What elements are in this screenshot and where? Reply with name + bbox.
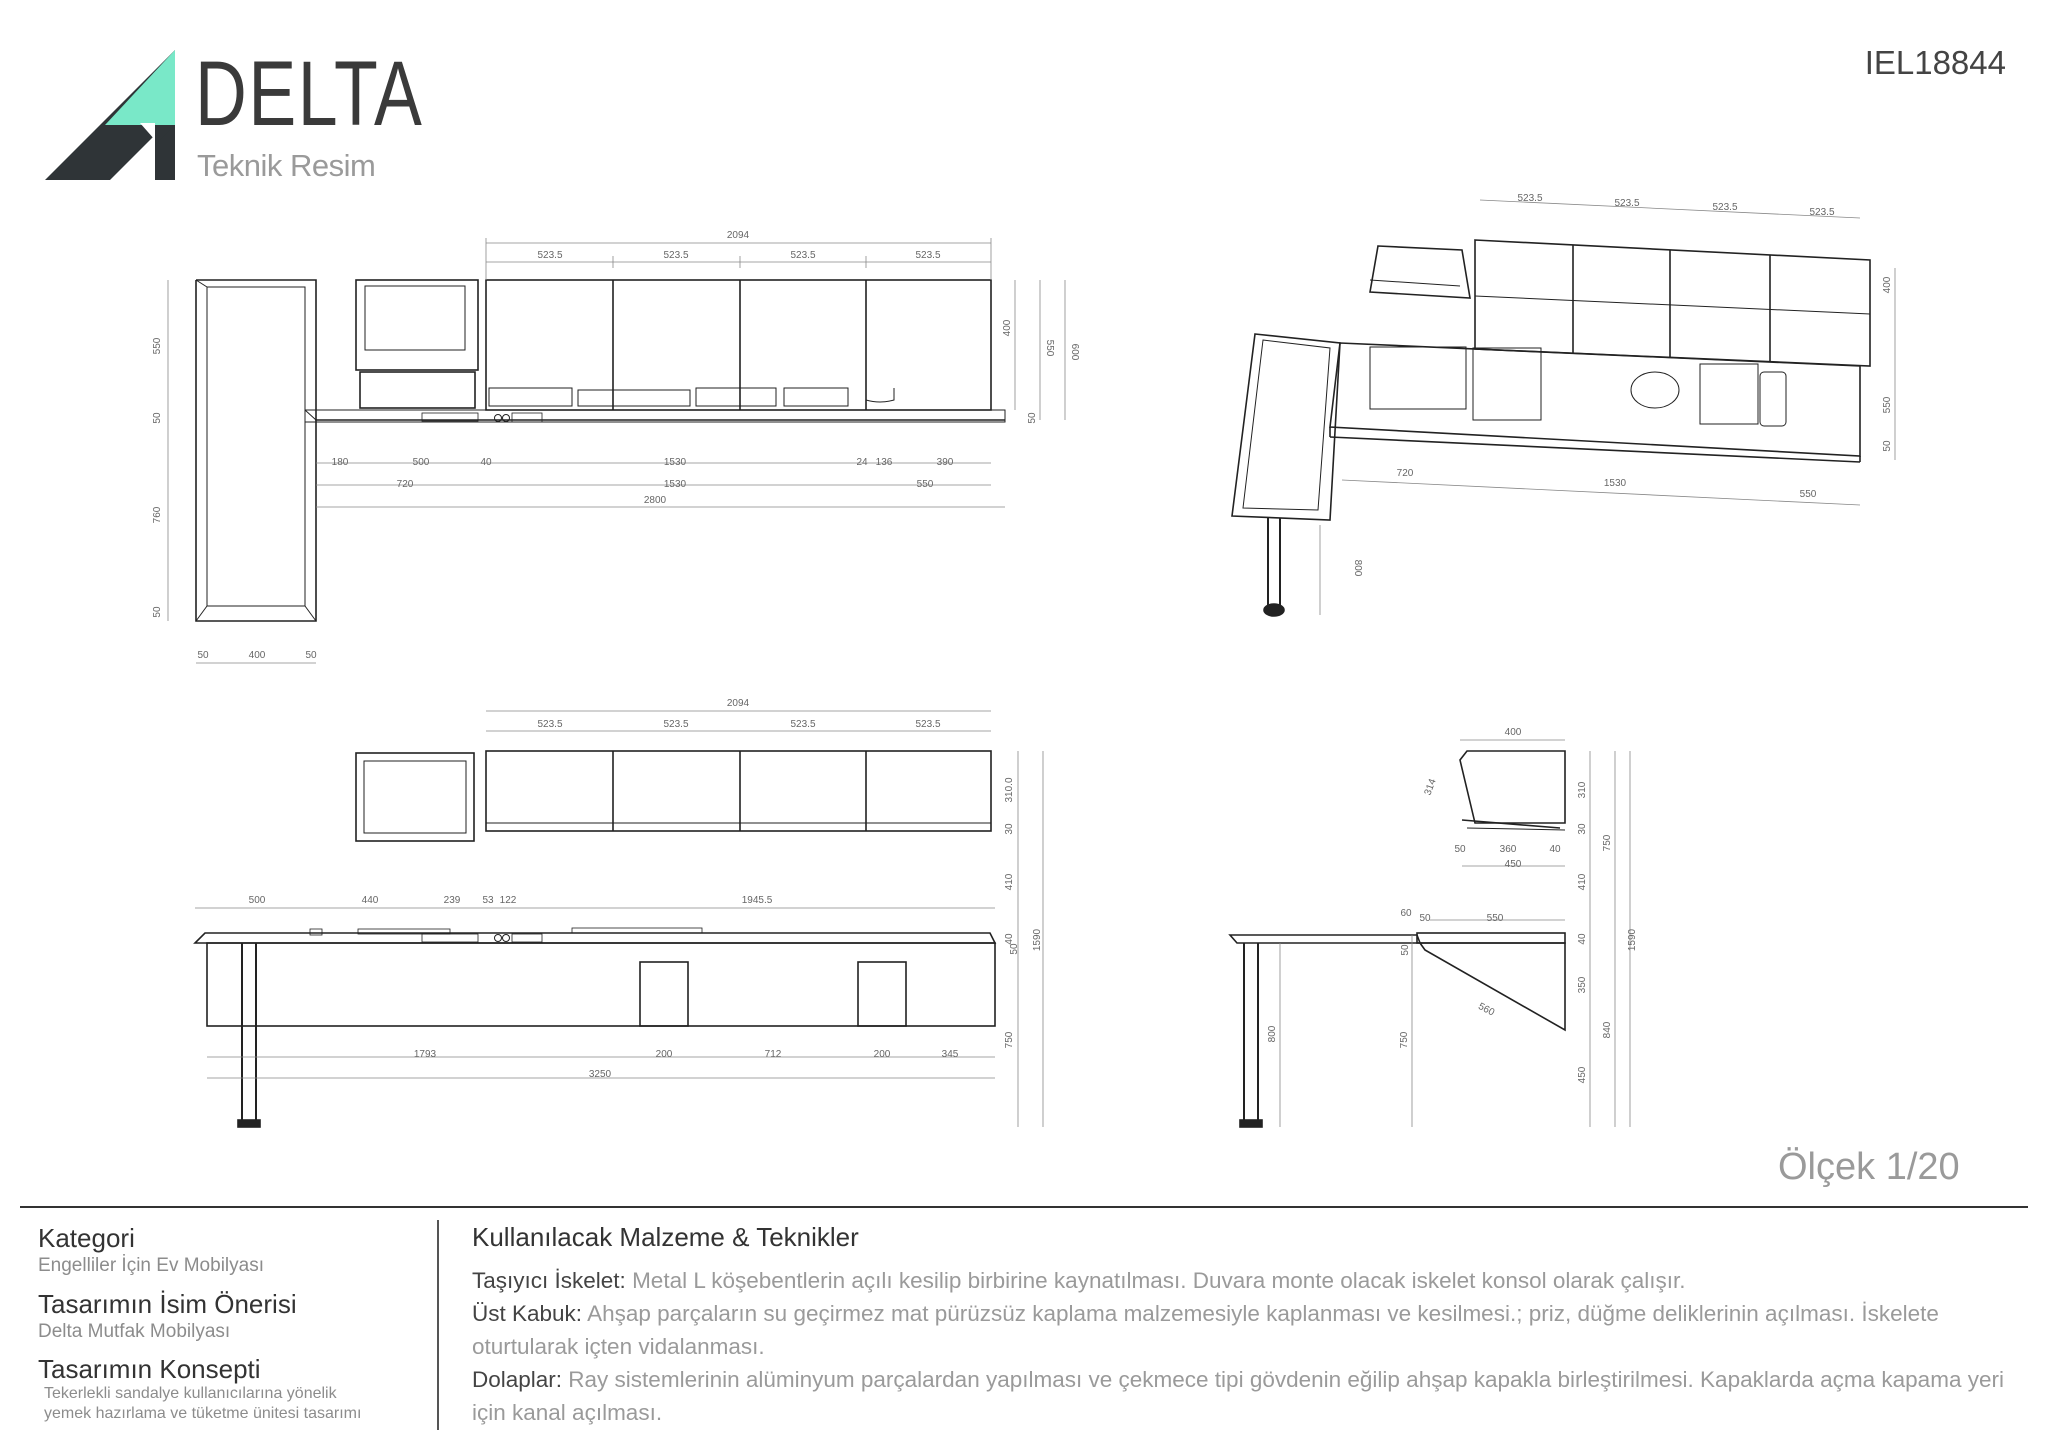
plan-dim: 50 [1027,412,1038,424]
iso-dim: 400 [1882,276,1893,294]
material-item [472,1264,2012,1297]
front-dim: 500 [248,895,266,906]
name-value: Delta Mutfak Mobilyası [38,1321,231,1342]
side-dim: 314 [1422,777,1439,797]
front-dim: 523.5 [790,719,816,730]
document-code: IEL18844 [1864,44,2006,81]
iso-dim: 523.5 [1614,198,1640,209]
iso-dim: 523.5 [1517,193,1543,204]
front-dim: 53 [482,895,494,906]
front-dim: 200 [873,1049,891,1060]
side-dim: 840 [1602,1021,1613,1039]
plan-dim: 40 [480,457,492,468]
iso-dim: 523.5 [1712,202,1738,213]
side-dim: 50 [1400,944,1411,956]
front-dim: 440 [361,895,379,906]
iso-dim: 523.5 [1809,207,1835,218]
side-dim: 50 [1454,844,1466,855]
concept-line-1: Tekerlekli sandalye kullanıcılarına yönelik [44,1385,337,1402]
side-dim: 360 [1499,844,1517,855]
plan-dim: 550 [152,337,163,355]
iso-dim: 550 [1882,396,1893,414]
plan-dim: 400 [1002,319,1013,337]
front-dim: 122 [499,895,517,906]
plan-dim: 550 [916,479,934,490]
plan-dim: 1530 [663,479,687,490]
plan-dim: 50 [152,606,163,618]
brand-subtitle: Teknik Resim [197,148,376,183]
plan-dim: 523.5 [663,250,689,261]
plan-view [196,280,1005,621]
plan-dim: 50 [197,650,209,661]
front-dim: 310.0 [1004,777,1015,803]
plan-dim: 550 [1044,339,1055,357]
dimension-labels [152,193,1893,1083]
iso-dim: 550 [1799,489,1817,500]
material-text: Ray sistemlerinin alüminyum parçalardan yapılması ve çekmece tipi gövdenin eğilip ahşap kapakla birleştirilmesi. Kapaklarda açma kapama yeri için kanal açılması. [472,1367,2004,1425]
plan-dim: 400 [248,650,266,661]
front-dim: 750 [1004,1031,1015,1049]
material-text: Metal L köşebentlerin açılı kesilip birbirine kaynatılması. Duvara monte olacak iskelet konsol olarak çalışır. [625,1268,1686,1293]
side-dim: 1590 [1627,928,1638,952]
front-dim: 345 [941,1049,959,1060]
plan-dim: 390 [936,457,954,468]
plan-dim: 500 [412,457,430,468]
front-dim: 50 [1009,943,1020,955]
front-dim: 1793 [413,1049,437,1060]
front-dim: 523.5 [915,719,941,730]
concept-line-2: yemek hazırlama ve tüketme ünitesi tasarımı [44,1405,362,1422]
side-dim: 400 [1504,727,1522,738]
footer-column-divider [437,1220,439,1430]
front-dim: 239 [443,895,461,906]
side-dim: 550 [1486,913,1504,924]
name-label: Tasarımın İsim Önerisi [38,1289,297,1319]
concept-label: Tasarımın Konsepti [38,1354,261,1384]
plan-dim: 523.5 [915,250,941,261]
iso-dim: 1530 [1603,478,1627,489]
plan-dim: 2800 [643,495,667,506]
scale-label: Ölçek 1/20 [1778,1146,1960,1188]
iso-dim: 50 [1882,440,1893,452]
material-item [472,1297,2012,1363]
side-dim: 410 [1577,873,1588,891]
sink-basin-icon [1631,372,1679,408]
side-dim: 310 [1577,781,1588,799]
materials-title: Kullanılacak Malzeme & Teknikler [472,1222,859,1252]
front-dim: 3250 [588,1069,612,1080]
side-dim: 350 [1577,976,1588,994]
footer-divider [20,1206,2028,1208]
front-dim: 200 [655,1049,673,1060]
material-term: Taşıyıcı İskelet: [472,1268,626,1293]
iso-dim: 720 [1396,468,1414,479]
side-dim: 450 [1504,859,1522,870]
front-dim: 2094 [726,698,750,709]
front-dim: 712 [764,1049,782,1060]
side-dim: 60 [1400,908,1412,919]
category-label: Kategori [38,1223,135,1253]
material-term: Dolaplar: [472,1367,563,1392]
material-text: Ahşap parçaların su geçirmez mat pürüzsüz kaplama malzemesiyle kaplanması ve kesilmesi.; priz, düğme deliklerinin açılması. İskelete oturtularak içten vidalanması. [472,1301,1939,1359]
plan-dim: 24 [856,457,868,468]
material-item [472,1363,2012,1429]
isometric-view [1232,240,1870,616]
plan-dim: 180 [331,457,349,468]
plan-dim: 136 [875,457,893,468]
material-term: Üst Kabuk: [472,1301,583,1326]
brand-name: DELTA [195,43,424,145]
side-dim: 750 [1602,834,1613,852]
front-dim: 1590 [1032,928,1043,952]
front-dim: 410 [1004,873,1015,891]
front-dim: 40 [1004,933,1015,945]
side-dim: 40 [1549,844,1561,855]
side-dim: 30 [1577,823,1588,835]
side-dim: 40 [1577,933,1588,945]
front-dim: 523.5 [663,719,689,730]
plan-dim: 50 [305,650,317,661]
front-dim: 30 [1004,823,1015,835]
side-dim: 50 [1419,913,1431,924]
side-dim: 560 [1476,1001,1497,1019]
side-dim: 750 [1399,1031,1410,1049]
plan-dim: 1530 [663,457,687,468]
plan-dim: 523.5 [790,250,816,261]
side-dim: 800 [1267,1025,1278,1043]
front-dim: 1945.5 [741,895,773,906]
iso-dim: 800 [1352,559,1363,577]
plan-dim: 50 [152,412,163,424]
category-value: Engelliler İçin Ev Mobilyası [38,1255,264,1276]
front-dim: 523.5 [537,719,563,730]
plan-dim: 2094 [726,230,750,241]
plan-dim: 760 [152,506,163,524]
side-dim: 450 [1577,1066,1588,1084]
plan-dim: 720 [396,479,414,490]
plan-dim: 523.5 [537,250,563,261]
plan-dim: 600 [1069,343,1080,361]
